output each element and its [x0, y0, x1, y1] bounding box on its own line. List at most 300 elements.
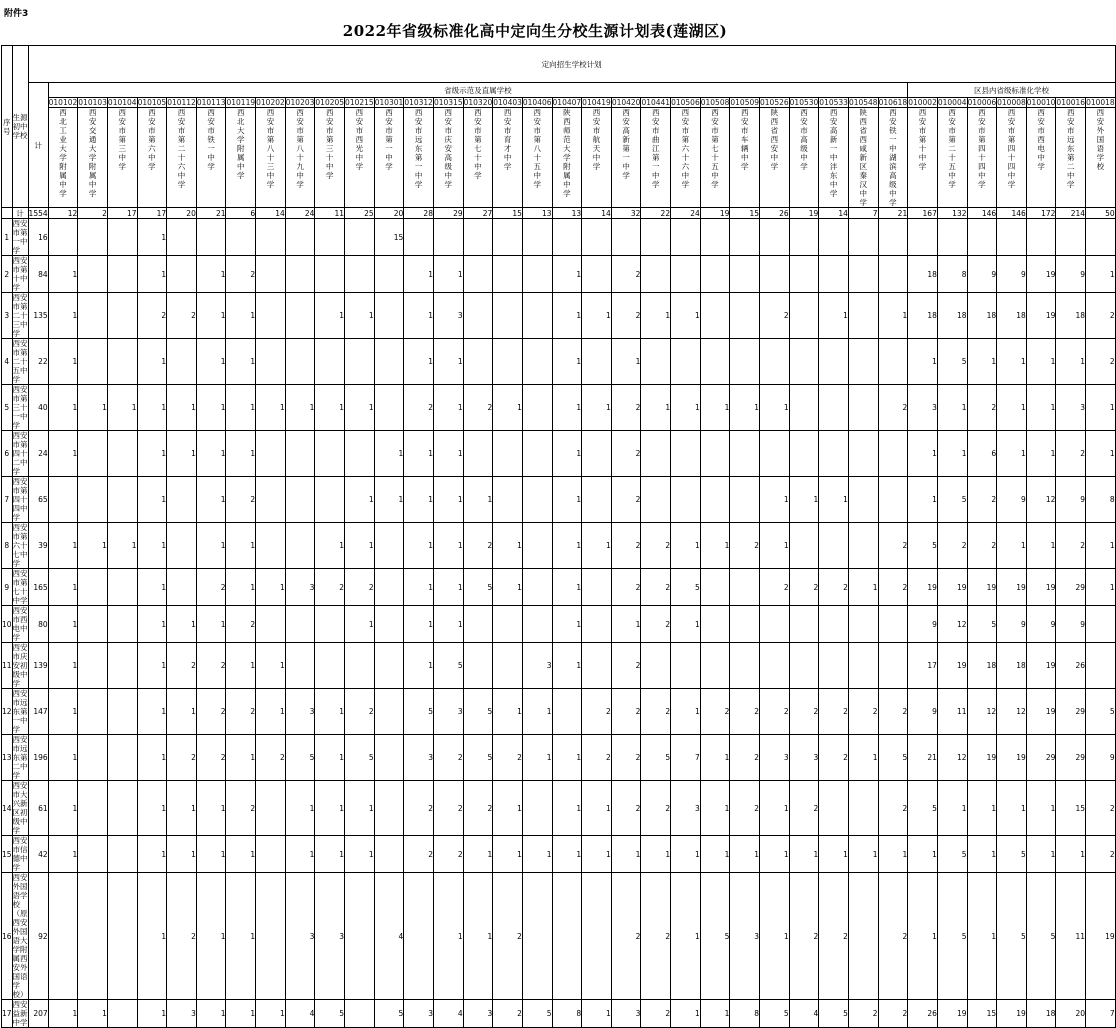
- row-cell: 5: [1086, 689, 1116, 735]
- target-school-name-text: 西安市第四十四中学: [1007, 108, 1016, 189]
- row-school: 西安市第二十五中学: [12, 339, 28, 384]
- row-cell: 1: [552, 293, 582, 339]
- row-cell: [374, 836, 404, 873]
- row-cell: [107, 836, 137, 873]
- table-row: [2, 431, 1116, 477]
- row-school: 西安市第一中学: [12, 219, 28, 255]
- row-cell: [463, 339, 493, 385]
- row-cell: 2: [196, 735, 226, 781]
- row-cell: 1: [48, 569, 78, 606]
- row-cell: 2: [167, 873, 197, 1000]
- row-cell: [107, 606, 137, 643]
- row-cell: [819, 643, 849, 689]
- row-cell: 1: [226, 339, 256, 385]
- row-cell: 1: [493, 523, 523, 569]
- row-cell: [256, 836, 286, 873]
- row-cell: [1086, 219, 1116, 256]
- table-row: [2, 735, 1116, 781]
- row-cell: 1: [552, 431, 582, 477]
- row-cell: 3: [167, 1000, 197, 1028]
- header-seq: 序号: [2, 46, 13, 208]
- row-cell: 1: [315, 523, 345, 569]
- row-cell: 26: [908, 1000, 938, 1028]
- row-cell: 2: [641, 781, 671, 836]
- target-code: 010203: [285, 98, 315, 107]
- row-cell: 2: [819, 689, 849, 735]
- row-cell: [345, 256, 375, 293]
- row-cell: 1: [48, 689, 78, 735]
- target-code: 010548: [848, 98, 878, 107]
- row-cell: 9: [1026, 606, 1056, 643]
- row-seq: 12: [2, 689, 13, 735]
- row-cell: 2: [730, 689, 760, 735]
- row-total: 80: [28, 606, 48, 643]
- row-cell: [107, 219, 137, 256]
- row-cell: [433, 219, 463, 256]
- row-cell: [315, 606, 345, 643]
- row-cell: 1: [404, 256, 434, 293]
- target-school-name-text: 西安外国语学校: [1096, 108, 1105, 171]
- row-cell: [848, 477, 878, 523]
- row-cell: 7: [671, 735, 701, 781]
- row-cell: 1: [463, 873, 493, 1000]
- row-cell: [256, 219, 286, 256]
- table-row: [2, 523, 1116, 569]
- row-cell: 1: [256, 569, 286, 606]
- row-cell: 1: [404, 643, 434, 689]
- row-cell: 5: [374, 1000, 404, 1028]
- table-row: [2, 689, 1116, 735]
- row-cell: 1: [196, 836, 226, 873]
- row-cell: [285, 293, 315, 339]
- row-seq: 6: [2, 431, 13, 477]
- row-cell: [819, 385, 849, 431]
- row-cell: 1: [345, 606, 375, 643]
- row-cell: 18: [997, 293, 1027, 339]
- row-school: 西安市第六十七中学: [12, 523, 28, 568]
- target-school-name: [285, 108, 315, 208]
- row-cell: [256, 606, 286, 643]
- target-school-name-text: 西安市西光中学: [355, 108, 364, 171]
- row-cell: [107, 643, 137, 689]
- row-cell: 2: [137, 293, 167, 339]
- row-cell: 1: [1026, 836, 1056, 873]
- row-cell: [256, 256, 286, 293]
- row-cell: 2: [493, 873, 523, 1000]
- plan-table: [1, 45, 1116, 1028]
- row-cell: [848, 643, 878, 689]
- row-school: 西安市大兴新区初级中学: [12, 781, 28, 835]
- row-cell: 1: [908, 477, 938, 523]
- row-cell: 1: [196, 339, 226, 385]
- totals-seq: [2, 208, 13, 219]
- target-code: 010119: [226, 98, 256, 107]
- row-cell: [848, 219, 878, 256]
- row-cell: 1: [1026, 523, 1056, 569]
- row-cell: 1: [700, 781, 730, 836]
- row-cell: 18: [967, 643, 997, 689]
- row-cell: [374, 523, 404, 569]
- row-cell: 1: [522, 836, 552, 873]
- row-cell: [256, 431, 286, 477]
- row-cell: 1: [819, 293, 849, 339]
- row-cell: 2: [611, 293, 641, 339]
- target-school-name-text: 西安市第八十五中学: [533, 108, 541, 189]
- target-school-name-text: 西安市第三中学: [118, 108, 126, 171]
- row-cell: 2: [433, 735, 463, 781]
- target-school-name-text: 西安市第六十六中学: [681, 108, 690, 189]
- row-cell: 4: [374, 873, 404, 1000]
- row-cell: 2: [967, 477, 997, 523]
- row-cell: 1: [78, 385, 108, 431]
- row-cell: [315, 431, 345, 477]
- row-cell: 5: [997, 873, 1027, 1000]
- row-cell: [789, 643, 819, 689]
- row-cell: 19: [1026, 256, 1056, 293]
- row-cell: [493, 431, 523, 477]
- table-row: [2, 293, 1116, 339]
- row-cell: 9: [997, 477, 1027, 523]
- totals-cell: 20: [374, 208, 404, 219]
- row-cell: [730, 569, 760, 606]
- row-seq: 7: [2, 477, 13, 523]
- row-cell: 5: [522, 1000, 552, 1028]
- target-school-name: [137, 108, 167, 208]
- row-cell: 1: [256, 643, 286, 689]
- row-cell: 1: [700, 523, 730, 569]
- row-cell: 15: [967, 1000, 997, 1028]
- row-cell: 2: [760, 293, 790, 339]
- row-cell: 1: [908, 339, 938, 385]
- row-cell: [997, 219, 1027, 256]
- row-cell: [848, 339, 878, 385]
- row-cell: 11: [937, 689, 967, 735]
- row-cell: [345, 873, 375, 1000]
- target-school-name-text: 西安交通大学附属中学: [88, 108, 97, 198]
- row-seq: 9: [2, 569, 13, 606]
- target-school-name-text: 西安市第八十三中学: [266, 108, 275, 189]
- row-cell: 2: [611, 781, 641, 836]
- row-cell: 1: [404, 339, 434, 385]
- row-cell: 1: [137, 643, 167, 689]
- row-cell: [107, 256, 137, 293]
- row-cell: 2: [404, 836, 434, 873]
- row-cell: 1: [137, 836, 167, 873]
- row-total: 147: [28, 689, 48, 735]
- target-code: 010113: [196, 98, 226, 107]
- row-cell: 2: [730, 523, 760, 569]
- row-total: 196: [28, 735, 48, 781]
- row-cell: [700, 569, 730, 606]
- row-cell: [285, 339, 315, 385]
- totals-cell: 7: [848, 208, 878, 219]
- row-school: 西安益新中学: [12, 1000, 28, 1027]
- attachment-label: 附件3: [4, 9, 29, 19]
- totals-cell: 2: [78, 208, 108, 219]
- row-cell: [463, 293, 493, 339]
- row-cell: 18: [1056, 293, 1086, 339]
- row-total: 39: [28, 523, 48, 569]
- row-cell: 1: [137, 431, 167, 477]
- row-cell: [315, 477, 345, 523]
- row-cell: [493, 339, 523, 385]
- row-cell: 1: [967, 339, 997, 385]
- target-school-name-text: 西安市第七十中学: [474, 108, 482, 180]
- row-cell: 5: [463, 569, 493, 606]
- row-cell: [374, 569, 404, 606]
- row-cell: 1: [285, 385, 315, 431]
- row-cell: [285, 523, 315, 569]
- row-cell: [878, 339, 908, 385]
- row-cell: 19: [1026, 689, 1056, 735]
- row-cell: [522, 385, 552, 431]
- row-cell: 2: [641, 523, 671, 569]
- row-cell: [226, 219, 256, 256]
- row-cell: [671, 339, 701, 385]
- target-school-name-text: 西安市育才中学: [503, 108, 512, 171]
- totals-cell: 22: [641, 208, 671, 219]
- row-cell: [582, 339, 612, 385]
- target-school-name-text: 西安高新一中沣东中学: [829, 108, 838, 198]
- row-cell: 1: [493, 385, 523, 431]
- target-school-name: [582, 108, 612, 208]
- row-cell: [908, 219, 938, 256]
- row-cell: [167, 523, 197, 569]
- row-cell: [760, 256, 790, 293]
- target-code: 010509: [730, 98, 760, 107]
- row-cell: [848, 256, 878, 293]
- row-cell: 1: [226, 523, 256, 569]
- row-cell: 9: [967, 256, 997, 293]
- row-cell: [819, 339, 849, 385]
- row-cell: 5: [641, 735, 671, 781]
- row-cell: 2: [1086, 781, 1116, 836]
- target-school-name-text: 西安市第二十五中学: [948, 108, 956, 189]
- target-code: 010008: [997, 98, 1026, 107]
- row-cell: 1: [760, 873, 790, 1000]
- row-cell: 1: [226, 1000, 256, 1028]
- row-cell: 9: [1056, 256, 1086, 293]
- row-cell: 1: [137, 873, 167, 1000]
- row-cell: [700, 643, 730, 689]
- row-cell: 2: [582, 689, 612, 735]
- row-cell: [641, 219, 671, 256]
- row-cell: 1: [552, 477, 582, 523]
- row-cell: 2: [760, 689, 790, 735]
- totals-cell: 172: [1026, 208, 1056, 219]
- totals-cell: 26: [760, 208, 790, 219]
- row-cell: 1: [196, 256, 226, 293]
- target-school-name-text: 西安市第三十中学: [325, 108, 334, 180]
- target-school-name: [819, 108, 849, 208]
- row-cell: 5: [937, 477, 967, 523]
- row-cell: 18: [908, 256, 938, 293]
- row-cell: 18: [937, 293, 967, 339]
- target-school-name-text: 西安市西电中学: [1037, 108, 1045, 171]
- row-cell: 1: [345, 385, 375, 431]
- target-school-name: [374, 108, 404, 208]
- totals-cell: 14: [256, 208, 286, 219]
- target-school-name: [463, 108, 493, 208]
- row-cell: 1: [107, 523, 137, 569]
- row-seq: 8: [2, 523, 13, 569]
- row-cell: [522, 256, 552, 293]
- totals-cell: 27: [463, 208, 493, 219]
- target-school-name: [878, 108, 908, 208]
- row-cell: [730, 606, 760, 643]
- row-cell: 1: [315, 293, 345, 339]
- row-cell: 1: [671, 606, 701, 643]
- row-cell: 1: [671, 873, 701, 1000]
- row-cell: [285, 477, 315, 523]
- row-cell: [107, 689, 137, 735]
- row-cell: [789, 339, 819, 385]
- row-cell: 1: [48, 836, 78, 873]
- row-seq: 1: [2, 219, 13, 256]
- row-seq: 16: [2, 873, 13, 1000]
- row-cell: [730, 643, 760, 689]
- row-cell: 1: [1026, 781, 1056, 836]
- row-cell: 1: [1086, 385, 1116, 431]
- row-cell: 1: [404, 293, 434, 339]
- row-cell: 18: [997, 643, 1027, 689]
- row-cell: 2: [789, 689, 819, 735]
- row-cell: 1: [137, 219, 167, 256]
- header-total: 计: [28, 83, 48, 208]
- row-cell: 18: [908, 293, 938, 339]
- row-cell: [582, 477, 612, 523]
- row-cell: 1: [641, 385, 671, 431]
- row-cell: [196, 219, 226, 256]
- row-cell: 2: [967, 385, 997, 431]
- row-cell: 2: [730, 781, 760, 836]
- row-cell: [819, 219, 849, 256]
- row-cell: 1: [137, 385, 167, 431]
- row-cell: 2: [819, 873, 849, 1000]
- target-school-name: [671, 108, 701, 208]
- row-cell: 1: [48, 781, 78, 836]
- row-cell: [730, 431, 760, 477]
- row-cell: 5: [819, 1000, 849, 1028]
- row-cell: [522, 781, 552, 836]
- row-cell: 1: [789, 836, 819, 873]
- row-cell: [404, 873, 434, 1000]
- row-total: 207: [28, 1000, 48, 1028]
- target-code: 010406: [522, 98, 552, 107]
- target-code: 010403: [493, 98, 522, 107]
- row-cell: [107, 339, 137, 385]
- row-cell: 5: [1026, 873, 1056, 1000]
- row-cell: 15: [374, 219, 404, 256]
- row-cell: [848, 873, 878, 1000]
- row-cell: 2: [1056, 523, 1086, 569]
- row-cell: 1: [137, 689, 167, 735]
- row-cell: [345, 339, 375, 385]
- row-cell: 1: [493, 689, 523, 735]
- target-school-name-text: 陕西省西安中学: [770, 108, 779, 171]
- target-school-name-text: 西安市远东第二中学: [1066, 108, 1075, 189]
- row-cell: [256, 873, 286, 1000]
- target-code: 010441: [641, 98, 671, 107]
- row-cell: 2: [1086, 836, 1116, 873]
- row-cell: 1: [611, 606, 641, 643]
- row-cell: [878, 643, 908, 689]
- row-cell: 18: [967, 293, 997, 339]
- row-cell: 2: [878, 873, 908, 1000]
- row-cell: [671, 219, 701, 256]
- row-seq: 2: [2, 256, 13, 293]
- target-school-name: [552, 108, 582, 208]
- target-school-name: [997, 108, 1027, 208]
- row-cell: 1: [582, 836, 612, 873]
- row-cell: 1: [878, 836, 908, 873]
- row-cell: [78, 293, 108, 339]
- row-cell: [522, 219, 552, 256]
- row-cell: 2: [611, 523, 641, 569]
- target-code: 010419: [582, 98, 611, 107]
- target-code: 010618: [878, 98, 908, 107]
- totals-cell: 214: [1056, 208, 1086, 219]
- row-cell: 1: [700, 735, 730, 781]
- row-cell: 1: [345, 293, 375, 339]
- row-cell: [522, 606, 552, 643]
- row-cell: 1: [167, 431, 197, 477]
- row-cell: [967, 219, 997, 256]
- row-cell: 1: [315, 735, 345, 781]
- target-school-name-text: 西安市第七十五中学: [711, 108, 719, 189]
- row-cell: [315, 643, 345, 689]
- row-cell: 1: [552, 735, 582, 781]
- row-cell: 2: [493, 735, 523, 781]
- row-cell: [345, 431, 375, 477]
- row-cell: 1: [433, 569, 463, 606]
- row-cell: [819, 431, 849, 477]
- target-school-name-text: 西安市第一中学: [385, 108, 393, 171]
- row-cell: [700, 256, 730, 293]
- row-cell: [819, 781, 849, 836]
- row-cell: [730, 219, 760, 256]
- row-cell: 26: [1056, 643, 1086, 689]
- row-cell: [582, 569, 612, 606]
- row-cell: [78, 781, 108, 836]
- target-code: 010104: [107, 98, 137, 107]
- totals-cell: 24: [285, 208, 315, 219]
- row-cell: 5: [433, 643, 463, 689]
- row-cell: 2: [463, 385, 493, 431]
- row-cell: 1: [137, 477, 167, 523]
- row-cell: [167, 477, 197, 523]
- target-code: 010016: [1056, 98, 1086, 107]
- row-cell: 29: [1056, 735, 1086, 781]
- target-code: 010102: [48, 98, 78, 107]
- row-cell: [493, 256, 523, 293]
- totals-cell: 14: [582, 208, 612, 219]
- row-cell: [848, 431, 878, 477]
- row-cell: 1: [137, 256, 167, 293]
- row-cell: 1: [908, 431, 938, 477]
- row-cell: [107, 735, 137, 781]
- row-cell: [107, 293, 137, 339]
- target-school-name: [315, 108, 345, 208]
- row-cell: 2: [611, 477, 641, 523]
- row-total: 24: [28, 431, 48, 477]
- row-cell: 2: [433, 781, 463, 836]
- row-cell: 12: [937, 606, 967, 643]
- target-school-name-text: 西安市第八十九中学: [296, 108, 304, 189]
- totals-cell: 14: [819, 208, 849, 219]
- totals-cell: 12: [48, 208, 78, 219]
- row-cell: [582, 606, 612, 643]
